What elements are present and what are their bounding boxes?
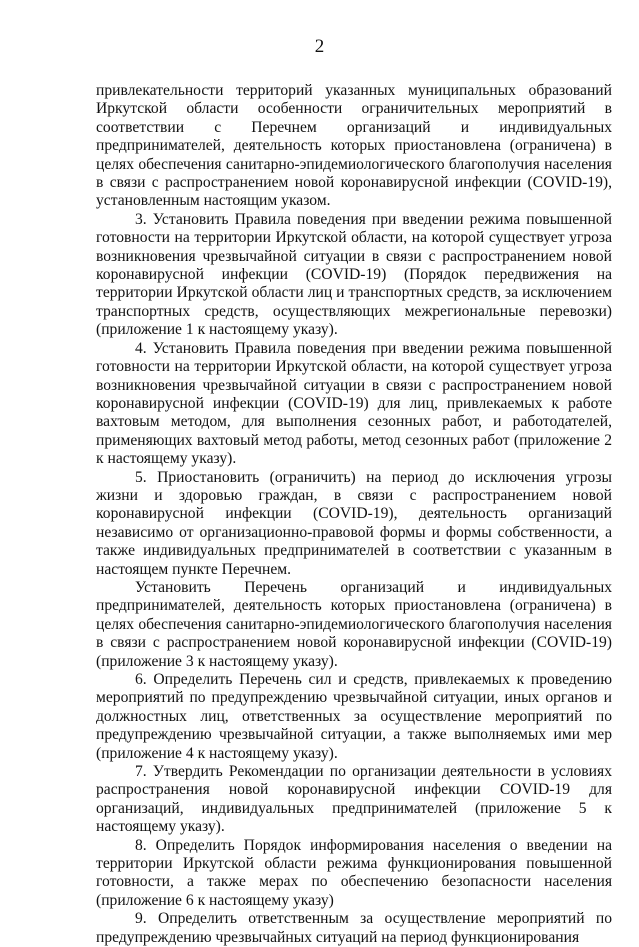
document-body: [96, 82, 612, 947]
paragraph-item-7: 7. Утвердить Рекомендации по организации деятельности в условиях распространения новой коронавирусной инфекции COVID-19 для организаций, индивидуальных предпринимателей (приложение 5 к настоящему указу).: [96, 763, 612, 836]
page-number: 2: [314, 36, 325, 57]
paragraph-item-3: 3. Установить Правила поведения при введении режима повышенной готовности на территории Иркутской области, на которой существует угроза возникновения чрезвычайной ситуации в связи с распространением новой коронавирусной инфекции (COVID-19) (Порядок передвижения на территории Иркутской области лиц и транспортных средств, за исключением транспортных средств, осуществляющих межрегиональные перевозки) (приложение 1 к настоящему указу).: [96, 210, 612, 339]
paragraph-item-4: 4. Установить Правила поведения при введении режима повышенной готовности на территории Иркутской области, на которой существует угроза возникновения чрезвычайной ситуации в связи с распространением новой коронавирусной инфекции (COVID-19) для лиц, привлекаемых к работе вахтовым методом, для выполнения сезонных работ, и работодателей, применяющих вахтовый метод работы, метод сезонных работ (приложение 2 к настоящему указу).: [96, 339, 612, 468]
paragraph-item-5: 5. Приостановить (ограничить) на период до исключения угрозы жизни и здоровью граждан, в связи с распространением новой коронавирусной инфекции (COVID-19), деятельность организаций независимо от организационно-правовой формы и формы собственности, а также индивидуальных предпринимателей в соответствии с указанным в настоящем пункте Перечнем.: [96, 468, 612, 578]
paragraph-item-9: 9. Определить ответственным за осуществление мероприятий по предупреждению чрезвычайных ситуаций на период функционирования: [96, 910, 612, 946]
paragraph-item-5-list: Установить Перечень организаций и индивидуальных предпринимателей, деятельность которых приостановлена (ограничена) в целях обеспечения санитарно-эпидемиологического благополучия населения в связи с распространением новой коронавирусной инфекции (COVID-19) (приложение 3 к настоящему указу).: [96, 578, 612, 670]
paragraph-item-6: 6. Определить Перечень сил и средств, привлекаемых к проведению мероприятий по предупреждению чрезвычайной ситуации, иных органов и должностных лиц, ответственных за осуществление мероприятий по предупреждению чрезвычайной ситуации, а также выполняемых ими мер (приложение 4 к настоящему указу).: [96, 671, 612, 762]
paragraph-item-8: 8. Определить Порядок информирования населения о введении на территории Иркутской области режима функционирования повышенной готовности, а также мерах по обеспечению безопасности населения (приложение 6 к настоящему указу): [96, 836, 612, 909]
paragraph-continuation: привлекательности территорий указанных муниципальных образований Иркутской области особенности ограничительных мероприятий в соответствии с Перечнем организаций и индивидуальных предпринимателей, деятельность которых приостановлена (ограничена) в целях обеспечения санитарно-эпидемиологического благополучия населения в связи с распространением новой коронавирусной инфекции (COVID-19), установленным настоящим указом.: [96, 82, 612, 210]
